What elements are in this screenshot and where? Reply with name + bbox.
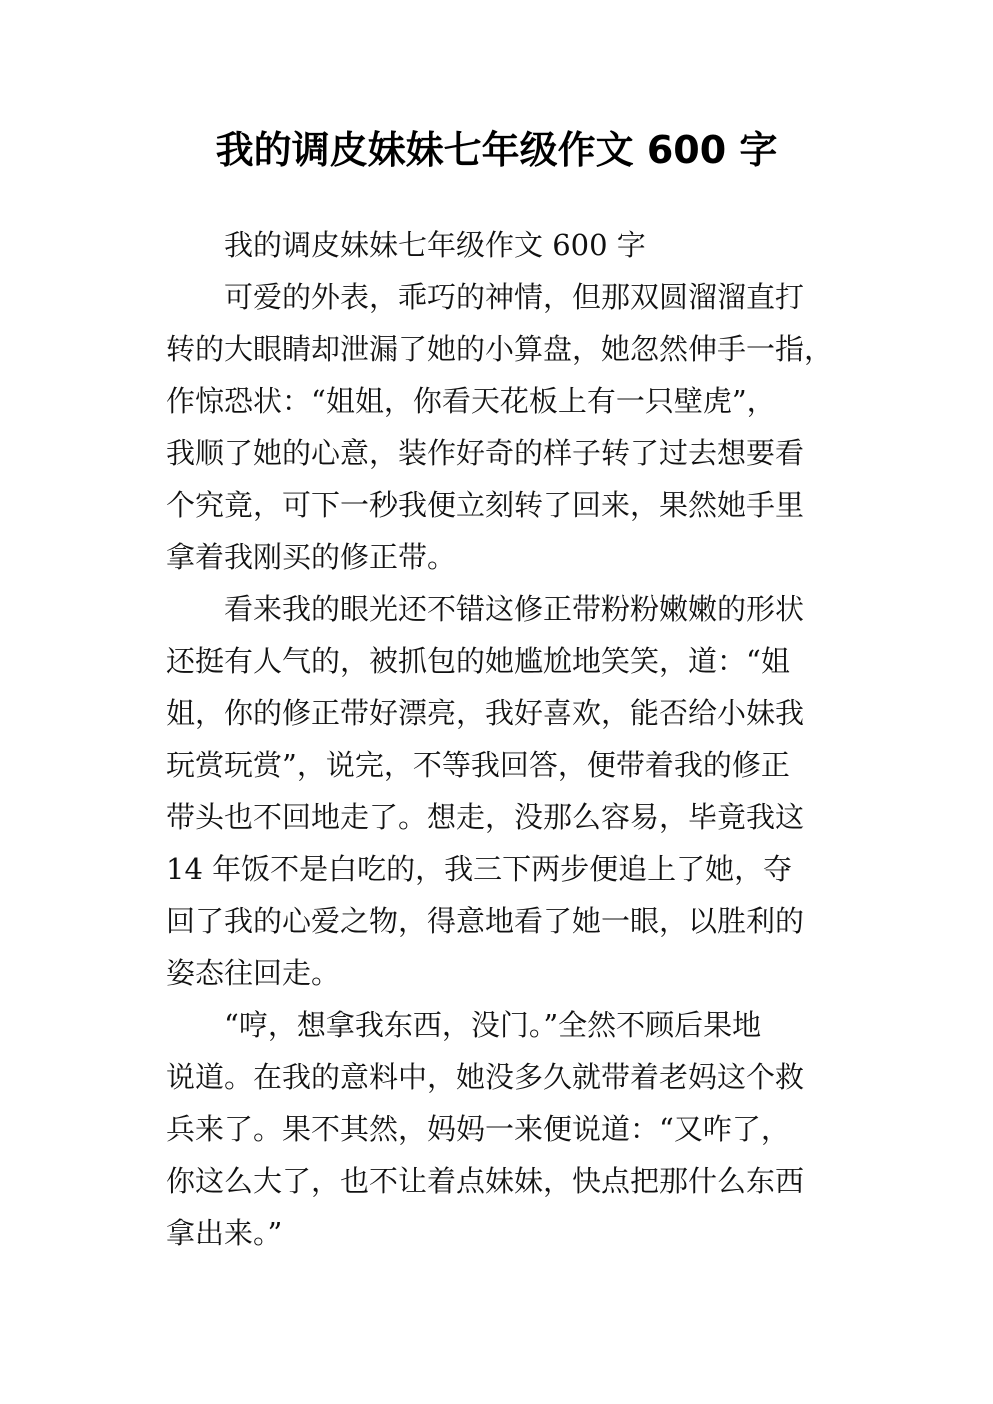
text-line: 玩赏玩赏”，说完，不等我回答，便带着我的修正 <box>166 748 790 782</box>
text-line: 回了我的心爱之物，得意地看了她一眼，以胜利的 <box>166 904 805 938</box>
text-line: 看来我的眼光还不错这修正带粉粉嫩嫩的形状 <box>224 592 805 626</box>
text-line: 可爱的外表，乖巧的神情，但那双圆溜溜直打 <box>224 280 805 314</box>
text-line: 14 年饭不是白吃的，我三下两步便追上了她，夺 <box>166 852 793 886</box>
text-line: 说道。在我的意料中，她没多久就带着老妈这个救 <box>166 1060 805 1094</box>
text-line: 转的大眼睛却泄漏了她的小算盘，她忽然伸手一指， <box>166 332 834 366</box>
text-line: 姿态往回走。 <box>166 956 341 990</box>
text-line: “哼，想拿我东西，没门。”全然不顾后果地 <box>224 1008 762 1042</box>
text-line: 拿出来。” <box>166 1216 283 1250</box>
text-line: 个究竟，可下一秒我便立刻转了回来，果然她手里 <box>166 488 805 522</box>
text-line: 你这么大了，也不让着点妹妹，快点把那什么东西 <box>166 1164 805 1198</box>
text-line: 兵来了。果不其然，妈妈一来便说道：“又咋了， <box>166 1112 790 1146</box>
text-line: 带头也不回地走了。想走，没那么容易，毕竟我这 <box>166 800 805 834</box>
text-line: 作惊恐状：“姐姐，你看天花板上有一只壁虎”， <box>166 384 776 418</box>
text-line: 我顺了她的心意，装作好奇的样子转了过去想要看 <box>166 436 805 470</box>
document-title: 我的调皮妹妹七年级作文 600 字 <box>215 128 778 172</box>
text-line: 我的调皮妹妹七年级作文 600 字 <box>224 228 646 262</box>
text-line: 姐，你的修正带好漂亮，我好喜欢，能否给小妹我 <box>166 696 805 730</box>
text-line: 还挺有人气的，被抓包的她尴尬地笑笑，道：“姐 <box>166 644 790 678</box>
text-line: 拿着我刚买的修正带。 <box>166 540 457 574</box>
